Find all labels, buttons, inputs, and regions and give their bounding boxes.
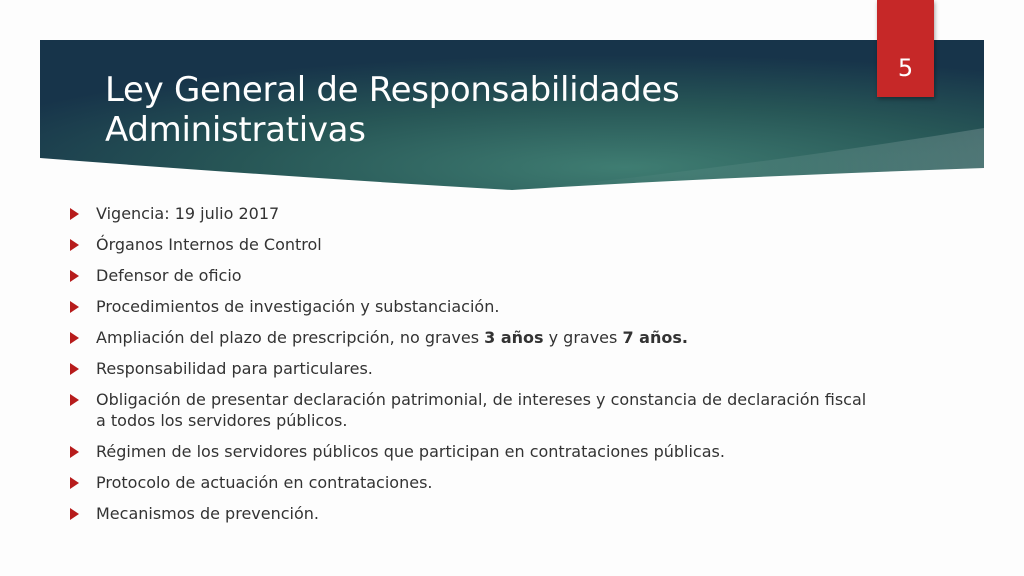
page-number: 5 <box>897 54 914 82</box>
bullet-list <box>68 203 868 534</box>
title-line-1: Ley General de Responsabilidades <box>105 70 680 110</box>
list-item <box>68 441 868 462</box>
list-item-text: Defensor de oficio <box>96 266 242 285</box>
page-number-badge <box>877 0 934 97</box>
list-item <box>68 234 868 255</box>
arrow-bullet-icon <box>70 208 79 220</box>
bold-text-segment: 3 años <box>484 328 544 347</box>
list-item <box>68 503 868 524</box>
list-item-text: Responsabilidad para particulares. <box>96 359 373 378</box>
list-item-text: Obligación de presentar declaración patrimonial, de intereses y constancia de declaración fiscal a todos los servidores públicos. <box>96 390 867 430</box>
list-item <box>68 472 868 493</box>
list-item <box>68 296 868 317</box>
slide-title <box>105 70 825 150</box>
arrow-bullet-icon <box>70 239 79 251</box>
list-item-text: Protocolo de actuación en contrataciones. <box>96 473 433 492</box>
text-segment: y graves <box>543 328 623 347</box>
list-item-text: Vigencia: 19 julio 2017 <box>96 204 280 223</box>
bold-text-segment: 7 años. <box>622 328 688 347</box>
arrow-bullet-icon <box>70 394 79 406</box>
list-item <box>68 265 868 286</box>
list-item <box>68 389 868 431</box>
arrow-bullet-icon <box>70 363 79 375</box>
list-item-text: Mecanismos de prevención. <box>96 504 319 523</box>
arrow-bullet-icon <box>70 446 79 458</box>
arrow-bullet-icon <box>70 270 79 282</box>
list-item-text: Órganos Internos de Control <box>96 235 322 254</box>
title-line-2: Administrativas <box>105 110 366 150</box>
arrow-bullet-icon <box>70 508 79 520</box>
list-item-text <box>96 327 868 348</box>
list-item <box>68 327 868 348</box>
list-item <box>68 203 868 224</box>
text-segment: Ampliación del plazo de prescripción, no graves <box>96 328 485 347</box>
list-item <box>68 358 868 379</box>
list-item-text: Régimen de los servidores públicos que participan en contrataciones públicas. <box>96 442 725 461</box>
arrow-bullet-icon <box>70 301 79 313</box>
arrow-bullet-icon <box>70 477 79 489</box>
list-item-text: Procedimientos de investigación y substanciación. <box>96 297 500 316</box>
arrow-bullet-icon <box>70 332 79 344</box>
